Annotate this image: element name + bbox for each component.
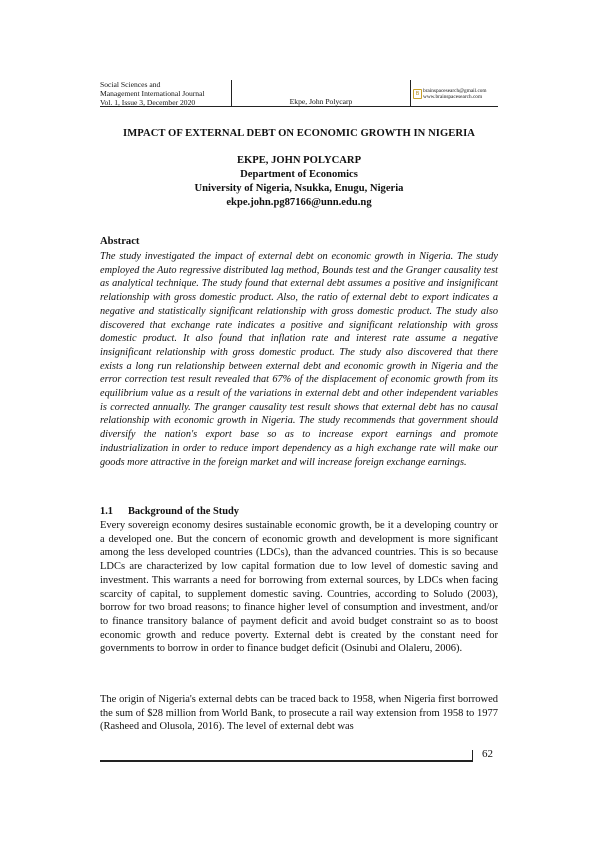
journal-name-line-1: Social Sciences and (100, 80, 161, 89)
publisher-logo-icon: B (413, 89, 422, 99)
footer-rule (100, 760, 472, 762)
author-email[interactable]: ekpe.john.pg87166@unn.edu.ng (226, 197, 372, 208)
journal-name-line-2: Management International Journal (100, 89, 205, 98)
section-title: Background of the Study (128, 506, 239, 517)
section-heading (100, 506, 239, 517)
author-name: EKPE, JOHN POLYCARP (236, 155, 362, 166)
page-number: 62 (482, 748, 493, 760)
body-paragraph: Every sovereign economy desires sustainable economic growth, be it a developing country or a developed one. But the concern of economic growth and development is more significant among the less developed countries (LDCs), than the advanced countries. This is so because LDCs are characterized by low capital formation due to low level of domestic saving and investment. This warrants a need for borrowing from external sources, by LDCs when facing scarcity of capital, to supplement domestic saving. Countries, according to Soludo (2003), borrow for two broad reasons; to finance higher level of consumption and investment, and/or to finance transitory balance of payment deficit and avoid budget constraint so as to boost economic growth and reduce poverty. External debt is created by the constant need for governments to borrow in order to finance budget deficit (Osinubi and Olaleru, 2006). (100, 520, 498, 655)
publisher-website-link[interactable]: www.brainspacesearch.com (423, 94, 483, 100)
header-rule (100, 106, 498, 107)
header-divider (410, 80, 411, 106)
abstract-heading: Abstract (100, 236, 140, 247)
author-block (100, 154, 498, 210)
section-number: 1.1 (100, 506, 113, 517)
header-divider (231, 80, 232, 106)
running-header (100, 80, 498, 106)
paper-title: IMPACT OF EXTERNAL DEBT ON ECONOMIC GROWTH IN NIGERIA (123, 128, 475, 139)
author-department: Department of Economics (240, 169, 358, 180)
journal-info (100, 80, 230, 107)
publisher-email-link[interactable]: brainspacesearch@gmail.com (423, 88, 487, 94)
abstract-body: The study investigated the impact of external debt on economic growth in Nigeria. The study employed the Auto regressive distributed lag method, Bounds test and the Granger causality test as analytical technique. The study found that external debt assumes a positive and insignificant relationship with gross domestic product. Also, the ratio of external debt to export indicates a negative and statistically significant relationship with gross domestic product. The study also discovered that exchange rate indicates a positive and significant relationship with gross domestic product. It also found that inflation rate and interest rate assume a negative insignificant relationship with gross domestic product. The study also discovered that there exists a long run relationship between external debt and economic growth in Nigeria and the error correction test result revealed that 67% of the displacement of economic growth from its equilibrium value as a result of the variations in external debt and other independent variables is corrected annually. The granger causality test result shows that external debt has no causal relationship with economic growth in Nigeria. The study recommends that government should diversify the nation's export base so as to increase export earnings and promote industrialization in order to reduce import dependency as a high exchange rate will make our goods more attractive in the foreign market and will increase foreign exchange earnings. (100, 251, 498, 468)
author-university: University of Nigeria, Nsukka, Enugu, Nigeria (194, 183, 404, 194)
header-author: Ekpe, John Polycarp (289, 97, 353, 106)
body-paragraph: The origin of Nigeria's external debts can be traced back to 1958, when Nigeria first borrowed the sum of $28 million from World Bank, to prosecute a rail way extension from 1958 to 1977 (Rasheed and Olusola, 2016). The level of external debt was (100, 694, 498, 733)
footer-divider (472, 750, 473, 762)
journal-volume-issue: Vol. 1, Issue 3, December 2020 (100, 98, 196, 107)
